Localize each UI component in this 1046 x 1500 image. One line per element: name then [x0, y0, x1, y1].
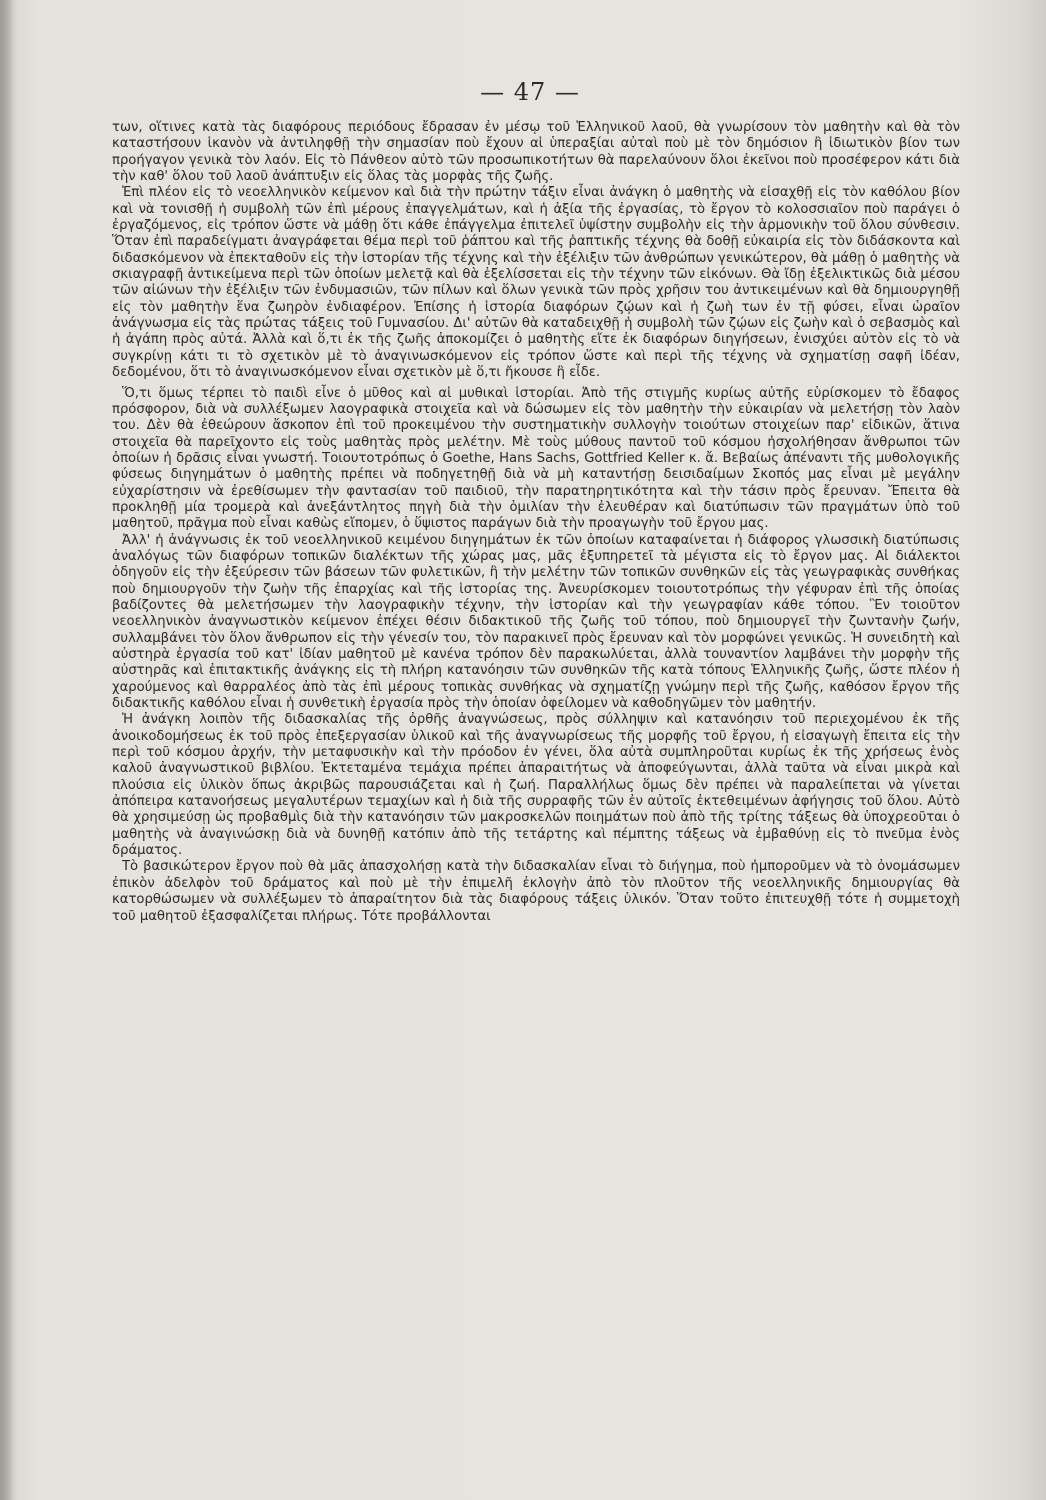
paragraph-3: Ὅ,τι ὅμως τέρπει τὸ παιδὶ εἶνε ὁ μῦθος καὶ αἱ μυθικαὶ ἱστορίαι. Ἀπὸ τῆς στιγμῆς κυρίως αὐτῆς εὑρίσκομεν τὸ ἔδαφος πρόσφορον, διὰ νὰ συλλέξωμεν λαογραφικὰ στοιχεῖα καὶ νὰ δώσωμεν εἰς τὸν μαθητὴν τὴν εὐκαιρίαν νὰ μελετήσῃ τὸν λαὸν του. Δὲν θὰ ἐθεώρουν ἄσκοπον ἐπὶ τοῦ προκειμένου τὴν συστηματικὴν συλλογὴν τοιούτων στοιχείων παρ' εἰδικῶν, ἅτινα στοιχεῖα θὰ παρεῖχοντο εἰς τοὺς μαθητὰς πρὸς μελέτην. Μὲ τοὺς μύθους παντοῦ τοῦ κόσμου ἠσχολήθησαν ἄνθρωποι τῶν ὁποίων ἡ δρᾶσις εἶναι γνωστή. Τοιουτοτρόπως ὁ Goethe, Hans Sachs, Gottfried Keller κ. ἄ. Βεβαίως ἀπέναντι τῆς μυθολογικῆς φύσεως διηγημάτων ὁ μαθητὴς πρέπει νὰ ποδηγετηθῇ διὰ νὰ μὴ καταντήσῃ δεισιδαίμων Σκοπός μας εἶναι μὲ μεγάλην εὐχαρίστησιν νὰ ἐρεθίσωμεν τὴν φαντασίαν τοῦ παιδιοῦ, τὴν παρατηρητικότητα καὶ τὴν τάσιν πρὸς ἔρευναν. Ἔπειτα θὰ προκληθῇ μία τρομερὰ καὶ ἀνεξάντλητος πηγὴ διὰ τὴν ὁμιλίαν τὴν ἐλευθέραν καὶ διατύπωσιν τῶν πραγμάτων ὑπὸ τοῦ μαθητοῦ, πρᾶγμα ποὺ εἶναι καθὼς εἴπομεν, ὁ ὕψιστος παράγων διὰ τὴν προαγωγὴν τοῦ ἔργου μας. — [112, 385, 960, 532]
page-body — [112, 120, 960, 925]
page-number: — 47 — — [480, 78, 580, 106]
paragraph-2: Ἐπὶ πλέον εἰς τὸ νεοελληνικὸν κείμενον καὶ διὰ τὴν πρώτην τάξιν εἶναι ἀνάγκη ὁ μαθητὴς νὰ εἰσαχθῇ εἰς τὸν καθόλου βίον καὶ νὰ τονισθῇ ἡ συμβολὴ τῶν ἐπὶ μέρους ἐπαγγελμάτων, καὶ ἡ ἀξία τῆς ἐργασίας, τὸ ἔργον τὸ κολοσσιαῖον ποὺ παράγει ὁ ἐργαζόμενος, εἰς τρόπον ὥστε νὰ μάθῃ ὅτι κάθε ἐπάγγελμα ἐπιτελεῖ ὑψίστην συμβολὴν εἰς τὴν ἁρμονικὴν τοῦ ὅλου σύνθεσιν. Ὅταν ἐπὶ παραδείγματι ἀναγράφεται θέμα περὶ τοῦ ῥάπτου καὶ τῆς ῥαπτικῆς τέχνης θὰ δοθῇ εὐκαιρία εἰς τὸν διδάσκοντα καὶ διδασκόμενον νὰ ἐπεκταθοῦν εἰς τὴν ἱστορίαν τῆς τέχνης καὶ τὴν ἐξέλιξιν τῶν ἀνθρώπων γενικώτερον, θὰ μάθῃ ὁ μαθητὴς νὰ σκιαγραφῇ ἀντικείμενα περὶ τῶν ὁποίων μελετᾷ καὶ θὰ ἐξελίσσεται εἰς τὴν τέχνην τῶν εἰκόνων. Θὰ ἴδῃ ἐξελικτικῶς διὰ μέσου τῶν αἰώνων τὴν ἐξέλιξιν τῶν ἐνδυμασιῶν, τῶν πίλων καὶ ὅλων γενικὰ τῶν πρὸς χρῆσιν του ἀντικειμένων καὶ θὰ δημιουργηθῇ εἰς τὸν μαθητὴν ἕνα ζωηρὸν ἐνδιαφέρον. Ἐπίσης ἡ ἱστορία διαφόρων ζῴων καὶ ἡ ζωὴ των ἐν τῇ φύσει, εἶναι ὡραῖον ἀνάγνωσμα εἰς τὰς πρώτας τάξεις τοῦ Γυμνασίου. Δι' αὐτῶν θὰ καταδειχθῇ ἡ συμβολὴ τῶν ζῴων εἰς ζωὴν καὶ ὁ σεβασμὸς καὶ ἡ ἀγάπη πρὸς αὐτά. Ἀλλὰ καὶ ὅ,τι ἐκ τῆς ζωῆς ἀποκομίζει ὁ μαθητὴς εἴτε ἐκ διαφόρων διηγήσεων, ἐνισχύει αὐτὸν εἰς τὸ νὰ συγκρίνῃ κάτι τι τὸ σχετικὸν μὲ τὸ ἀναγινωσκόμενον εἰς τρόπον ὥστε καὶ περὶ τῆς τέχνης νὰ σχηματίσῃ σαφῆ ἰδέαν, δεδομένου, ὅτι τὸ ἀναγινωσκόμενον εἶναι σχετικὸν μὲ ὅ,τι ἤκουσε ἢ εἶδε. — [112, 185, 960, 381]
binding-shadow — [0, 0, 14, 1500]
paragraph-5: Ἡ ἀνάγκη λοιπὸν τῆς διδασκαλίας τῆς ὀρθῆς ἀναγνώσεως, πρὸς σύλληψιν καὶ κατανόησιν τοῦ περιεχομένου ἐκ τῆς ἀνοικοδομήσεως ἐκ τοῦ πρὸς ἐπεξεργασίαν ὑλικοῦ καὶ τῆς ἀναγνωρίσεως τῆς μορφῆς τοῦ ἔργου, ἡ εἰσαγωγὴ ἔπειτα εἰς τὴν περὶ τοῦ κόσμου ἀρχήν, τὴν μεταφυσικὴν καὶ τὴν πρόοδον ἐν γένει, ὅλα αὐτὰ συμπληροῦται κυρίως ἐκ τῆς χρήσεως ἑνὸς καλοῦ ἀναγνωστικοῦ βιβλίου. Ἐκτεταμένα τεμάχια πρέπει ἀπαραιτήτως νὰ ἀποφεύγωνται, ἀλλὰ ταῦτα νὰ εἶναι μικρὰ καὶ πλούσια εἰς ὑλικὸν ὅπως ἀκριβῶς παρουσιάζεται καὶ ἡ ζωή. Παραλλήλως ὅμως δὲν πρέπει νὰ παραλείπεται νὰ γίνεται ἀπόπειρα κατανοήσεως μεγαλυτέρων τεμαχίων καὶ ἡ διὰ τῆς συρραφῆς τῶν ἐν αὐτοῖς ἐκτεθειμένων ἀφήγησις τοῦ ὅλου. Αὐτὸ θὰ χρησιμεύσῃ ὡς προβαθμὶς διὰ τὴν κατανόησιν τῶν μακροσκελῶν ποιημάτων ποὺ ἀπὸ τῆς τρίτης τάξεως θὰ ὑποχρεοῦται ὁ μαθητὴς νὰ ἀναγινώσκῃ διὰ νὰ δυνηθῇ κατόπιν ἀπὸ τῆς τετάρτης καὶ πέμπτης τάξεως νὰ ἐμβαθύνῃ εἰς τὸ πνεῦμα ἑνὸς δράματος. — [112, 712, 960, 859]
paragraph-4: Ἀλλ' ἡ ἀνάγνωσις ἐκ τοῦ νεοελληνικοῦ κειμένου διηγημάτων ἐκ τῶν ὁποίων καταφαίνεται ἡ διάφορος γλωσσικὴ διατύπωσις ἀναλόγως τῶν διαφόρων τοπικῶν διαλέκτων τῆς χώρας μας, μᾶς ἐξυπηρετεῖ τὰ μέγιστα εἰς τὸ ἔργον μας. Αἱ διάλεκτοι ὁδηγοῦν εἰς τὴν ἐξεύρεσιν τῶν βάσεων τῶν φυλετικῶν, ἢ τὴν μελέτην τῶν τοπικῶν συνθηκῶν εἰς τὰς γεωγραφικὰς συνθήκας ποὺ δημιουργοῦν τὴν ζωὴν τῆς ἐπαρχίας καὶ τῆς ἱστορίας της. Ἀνευρίσκομεν τοιουτοτρόπως τὴν γέφυραν ἐπὶ τῆς ὁποίας βαδίζοντες θὰ μελετήσωμεν τὴν λαογραφικὴν τέχνην, τὴν ἱστορίαν καὶ τὴν γεωγραφίαν κάθε τόπου. Ἓν τοιοῦτον νεοελληνικὸν ἀναγνωστικὸν κείμενον ἐπέχει θέσιν διδακτικοῦ τῆς ζωῆς τοῦ τόπου, ποὺ δημιουργεῖ τὴν ζωντανὴν ζωήν, συλλαμβάνει τὸν ὅλον ἄνθρωπον εἰς τὴν γένεσίν του, τὸν παρακινεῖ πρὸς ἔρευναν καὶ τὸν μορφώνει γενικῶς. Ἡ συνειδητὴ καὶ αὐστηρὰ ἐργασία τοῦ κατ' ἰδίαν μαθητοῦ μὲ κανένα τρόπον δὲν παρακωλύεται, ἀλλὰ τουναντίον λαμβάνει τὴν μορφὴν τῆς αὐστηρᾶς καὶ ἐπιτακτικῆς ἀνάγκης εἰς τὴ πλήρη κατανόησιν τῶν συνθηκῶν τῆς κατὰ τόπους Ἑλληνικῆς ζωῆς, ὥστε πλέον ἡ χαρούμενος καὶ θαρραλέος ἀπὸ τὰς ἐπὶ μέρους τοπικὰς συνθήκας νὰ σχηματίζῃ γνώμην περὶ τῆς ζωῆς, καθόσον ἔργον τῆς διδακτικῆς καθόλου εἶναι ἡ συνθετικὴ ἐργασία πρὸς τὴν ὁποίαν ὀφείλομεν νὰ καθοδηγῶμεν τὸν μαθητήν. — [112, 532, 960, 712]
paragraph-1: των, οἵτινες κατὰ τὰς διαφόρους περιόδους ἔδρασαν ἐν μέσῳ τοῦ Ἑλληνικοῦ λαοῦ, θὰ γνωρίσουν τὸν μαθητὴν καὶ θὰ τὸν καταστήσουν ἱκανὸν νὰ ἀντιληφθῇ τὴν σημασίαν ποὺ ἔχουν αἱ ὑπεραξίαι αὐταὶ ποὺ μὲ τὸν δημόσιον ἢ ἰδιωτικὸν βίον των προήγαγον γενικὰ τὸν λαόν. Εἰς τὸ Πάνθεον αὐτὸ τῶν προσωπικοτήτων θὰ παρελαύνουν ὅλοι ἐκεῖνοι ποὺ προσέφερον κάτι διὰ τὴν καθ' ὅλου τοῦ λαοῦ ἀνάπτυξιν εἰς ὅλας τὰς μορφὰς τῆς ζωῆς. — [112, 120, 960, 185]
paragraph-6: Τὸ βασικώτερον ἔργον ποὺ θὰ μᾶς ἀπασχολήσῃ κατὰ τὴν διδασκαλίαν εἶναι τὸ διήγημα, ποὺ ἠμποροῦμεν νὰ τὸ ὀνομάσωμεν ἐπικὸν ἀδελφὸν τοῦ δράματος καὶ ποὺ μὲ τὴν ἐπιμελῆ ἐκλογὴν ἀπὸ τὸν πλοῦτον τῆς νεοελληνικῆς δημιουργίας θὰ κατορθώσωμεν νὰ συλλέξωμεν τὸ ἀπαραίτητον διὰ τὰς διαφόρους τάξεις ὑλικόν. Ὅταν τοῦτο ἐπιτευχθῇ τότε ἡ συμμετοχὴ τοῦ μαθητοῦ ἐξασφαλίζεται πλήρως. Τότε προβάλλονται — [112, 859, 960, 924]
